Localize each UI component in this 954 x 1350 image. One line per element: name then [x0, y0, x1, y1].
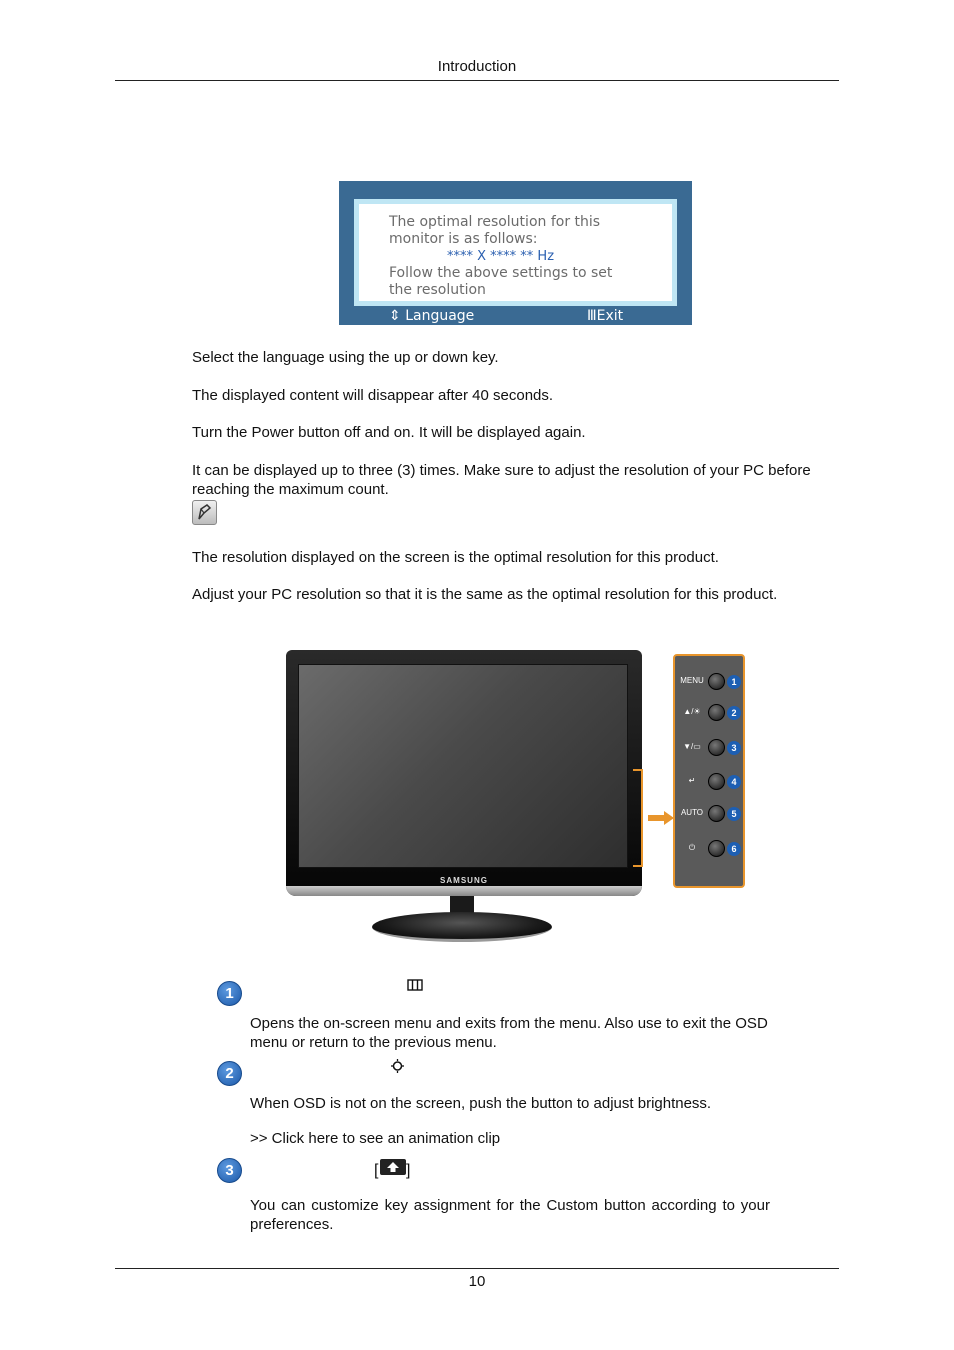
monitor-brand: SAMSUNG	[440, 876, 488, 885]
monitor-screen	[298, 664, 628, 868]
knob-icon	[708, 739, 725, 756]
paragraph-power-cycle: Turn the Power button off and on. It will be displayed again.	[192, 424, 586, 441]
panel-label-enter: ↵	[688, 776, 696, 785]
number-badge-1: 1	[217, 981, 242, 1006]
panel-button-enter[interactable]	[675, 770, 747, 794]
osd-footer	[339, 308, 692, 325]
paragraph-display-count: It can be displayed up to three (3) times. Make sure to adjust the resolution of your PC before reaching the maximum count.	[192, 462, 811, 498]
panel-number-6: 6	[727, 842, 741, 856]
knob-icon	[708, 673, 725, 690]
panel-button-auto[interactable]	[675, 802, 747, 826]
page-header-title: Introduction	[437, 58, 517, 75]
panel-label-brightness: ▲/☀	[683, 707, 701, 716]
page-number: 10	[468, 1273, 486, 1290]
osd-message-frame	[354, 199, 677, 306]
menu-icon: Ⅲ	[587, 308, 597, 324]
osd-message-body	[359, 204, 672, 301]
paragraph-optimal-resolution: The resolution displayed on the screen is the optimal resolution for this product.	[192, 549, 719, 566]
osd-resolution: **** X **** ** Hz	[447, 249, 555, 264]
panel-button-power[interactable]	[675, 837, 747, 861]
osd-language-label: Language	[405, 308, 475, 324]
number-badge-3: 3	[217, 1158, 242, 1183]
panel-number-2: 2	[727, 706, 741, 720]
custom-button-icon	[374, 1157, 411, 1179]
knob-icon	[708, 773, 725, 790]
updown-icon: ⇕	[389, 308, 401, 324]
panel-label-menu: MENU	[680, 676, 704, 685]
footer-rule	[115, 1268, 839, 1269]
osd-exit-label: Exit	[596, 308, 624, 324]
panel-number-5: 5	[727, 807, 741, 821]
panel-button-menu[interactable]	[675, 670, 747, 694]
item-1-description: Opens the on-screen menu and exits from the menu. Also use to exit the OSD menu or return to the previous menu.	[250, 1015, 768, 1051]
animation-clip-link[interactable]: >> Click here to see an animation clip	[250, 1130, 501, 1147]
svg-text:[: [	[374, 1162, 379, 1179]
svg-text:]: ]	[406, 1162, 411, 1179]
monitor-bezel-trim	[286, 886, 642, 896]
osd-line-3: Follow the above settings to set	[389, 265, 613, 281]
panel-label-power: ⏻	[688, 843, 696, 852]
control-panel	[673, 654, 745, 888]
osd-language-hint	[389, 308, 474, 324]
paragraph-disappear: The displayed content will disappear after 40 seconds.	[192, 387, 554, 404]
monitor-illustration	[286, 650, 642, 896]
osd-message-box	[339, 181, 692, 325]
panel-number-1: 1	[727, 675, 741, 689]
osd-exit-hint	[587, 308, 623, 324]
number-badge-2: 2	[217, 1061, 242, 1086]
brightness-icon	[390, 1058, 405, 1078]
note-icon	[192, 500, 217, 525]
button-area-highlight	[633, 769, 643, 867]
panel-number-4: 4	[727, 775, 741, 789]
arrow-right-icon	[648, 811, 674, 825]
knob-icon	[708, 704, 725, 721]
osd-line-4: the resolution	[389, 282, 486, 298]
item-2-description: When OSD is not on the screen, push the button to adjust brightness.	[250, 1095, 712, 1112]
menu-icon	[407, 976, 423, 996]
panel-button-custom[interactable]	[675, 736, 747, 760]
header-rule	[115, 80, 839, 81]
knob-icon	[708, 805, 725, 822]
osd-line-1: The optimal resolution for this	[389, 214, 601, 230]
knob-icon	[708, 840, 725, 857]
panel-label-auto: AUTO	[680, 808, 704, 817]
panel-button-brightness[interactable]	[675, 701, 747, 725]
panel-number-3: 3	[727, 741, 741, 755]
paragraph-adjust-resolution: Adjust your PC resolution so that it is the same as the optimal resolution for this product.	[192, 586, 778, 603]
osd-line-2: monitor is as follows:	[389, 231, 538, 247]
panel-label-custom: ▼/▭	[683, 742, 701, 751]
monitor-stand-base	[372, 912, 552, 942]
paragraph-select-language: Select the language using the up or down key.	[192, 349, 499, 366]
item-3-description: You can customize key assignment for the Custom button according to your preferences.	[250, 1197, 770, 1233]
